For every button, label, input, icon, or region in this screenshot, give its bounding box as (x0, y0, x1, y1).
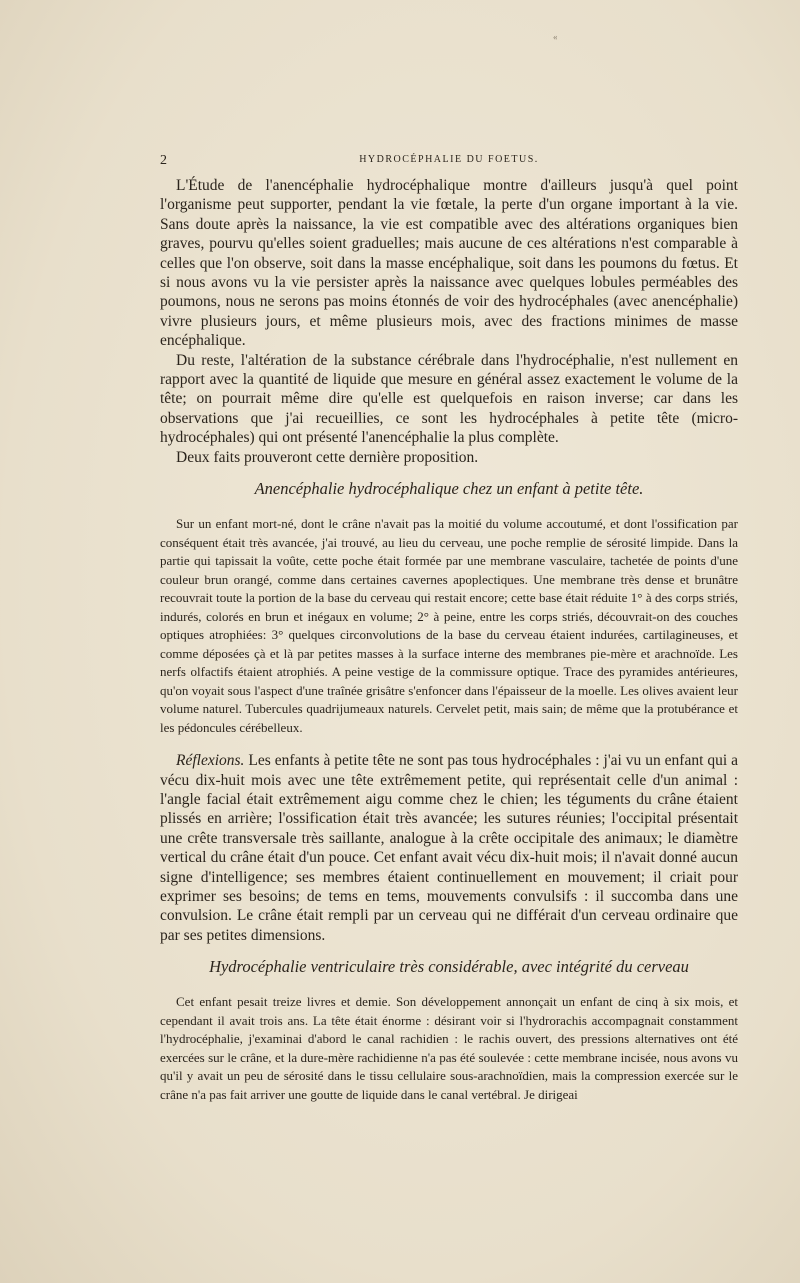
observation-enfant-mort-ne: Sur un enfant mort-né, dont le crâne n'avait pas la moitié du volume accoutumé, et dont l'ossification par conséquent était très avancée, j'ai trouvé, au lieu du cerveau, une poche remplie de sérosité limpide. Dans la partie qui tapissait la voûte, cette poche était formée par une membrane vasculaire, tachetée de points d'une couleur brun orangé, comme dans certaines cavernes apoplectiques. Une membrane très dense et brunâtre recouvrait toute la portion de la base du cerveau qui restait encore; cette base était réduite 1° à des corps striés, indurés, colorés en brun et inégaux en volume; 2° à peine, entre les corps striés, découvrait-on des couches optiques atrophiées: 3° quelques circonvolutions de la base du cerveau étaient indurées, cartilagineuses, et comme déposées çà et là par petites masses à la surface interne des membranes pie-mère et arachnoïde. Les nerfs olfactifs étaient atrophiés. A peine vestige de la commissure optique. Trace des pyramides antérieures, qu'on voyait sous l'aspect d'une traînée grisâtre s'enfoncer dans l'épaisseur de la moelle. Les olives avaient leur volume naturel. Tubercules quadrijumeaux naturels. Cervelet petit, mais sain; de même que la protubérance et les pédoncules cérébelleux. (160, 516, 738, 735)
reflexions-text: Les enfants à petite tête ne sont pas tous hydrocéphales : j'ai vu un enfant qui a vécu dix-huit mois avec une tête extrêmement petite, qui représentait celle d'un animal : l'angle facial était extrêmement aigu comme chez le chien; les téguments du crâne étaient plissés en arrière; l'ossification était très avancée; les sutures réunies; l'occipital présentait une crête transversale très saillante, analogue à la crête occipitale des animaux; le diamètre vertical du crâne était d'un pouce. Cet enfant avait vécu dix-huit mois; il n'avait donné aucun signe d'intelligence; ses membres étaient continuellement en mouvement; il criait pour exprimer ses besoins; de tems en tems, mouvements convulsifs : il succomba dans une convulsion. Le crâne était rempli par un cerveau qui ne différait d'un cerveau ordinaire que par ses petites dimensions. (160, 752, 738, 944)
observation-enfant-trois-ans: Cet enfant pesait treize livres et demie. Son développement annonçait un enfant de cinq à six mois, et cependant il avait trois ans. La tête était énorme : désirant voir si l'hydrorachis accompagnait constamment l'hydrocéphalie, j'examinai d'abord le canal rachidien : le rachis ouvert, des pressions alternatives ont été exercées sur le crâne, et la dure-mère rachidienne n'a pas été soulevée : cette membrane incisée, nous avons vu qu'il y avait un peu de sérosité dans le tissu cellulaire sous-arachnoïdien, mais la compression exercée sur le crâne n'a pas fait arriver une goutte de liquide dans le canal vertébral. Je dirigeai (160, 994, 738, 1102)
paragraph-anencephalie: L'Étude de l'anencéphalie hydrocéphalique montre d'ailleurs jusqu'à quel point l'organisme peut supporter, pendant la vie fœtale, la perte d'un organe important à la vie. Sans doute après la naissance, la vie est compatible avec des altérations organiques bien graves, pourvu qu'elles soient graduelles; mais aucune de ces altérations n'est comparable à celles que l'on observe, soit dans la masse encéphalique, soit dans les poumons du fœtus. Et si nous avons vu la vie persister après la naissance avec quelques lobules perméables des poumons, nous ne serons pas moins étonnés de voir des hydrocéphales (avec anencéphalie) vivre plusieurs jours, et même plusieurs mois, avec des fractions minimes de masse encéphalique. (160, 177, 738, 350)
paragraph-substance-cerebrale: Du reste, l'altération de la substance cérébrale dans l'hydrocéphalie, n'est nullement en rapport avec la quantité de liquide que mesure en général assez exactement le volume de la tête; on pourrait même dire qu'elle est quelquefois en raison inverse; car dans les observations que j'ai recueillies, ce sont les hydrocéphales à petite tête (micro-hydrocéphales) qui ont présenté l'anencéphalie la plus complète. (160, 351, 738, 447)
page-body (160, 176, 738, 1104)
reflexions-label: Réflexions. (176, 752, 245, 770)
paragraph-deux-faits: Deux faits prouveront cette dernière proposition. (176, 448, 479, 466)
section-heading-hydrocephalie: Hydrocéphalie ventriculaire très considérable, avec intégrité du cerveau (209, 957, 689, 977)
running-head: HYDROCÉPHALIE DU FOETUS. (359, 154, 539, 165)
page-number: 2 (160, 153, 167, 168)
paragraph-reflexions (160, 751, 738, 945)
page-header (160, 153, 738, 169)
section-heading-anencephalie: Anencéphalie hydrocéphalique chez un enfant à petite tête. (254, 479, 644, 499)
corner-mark: « (553, 32, 558, 42)
